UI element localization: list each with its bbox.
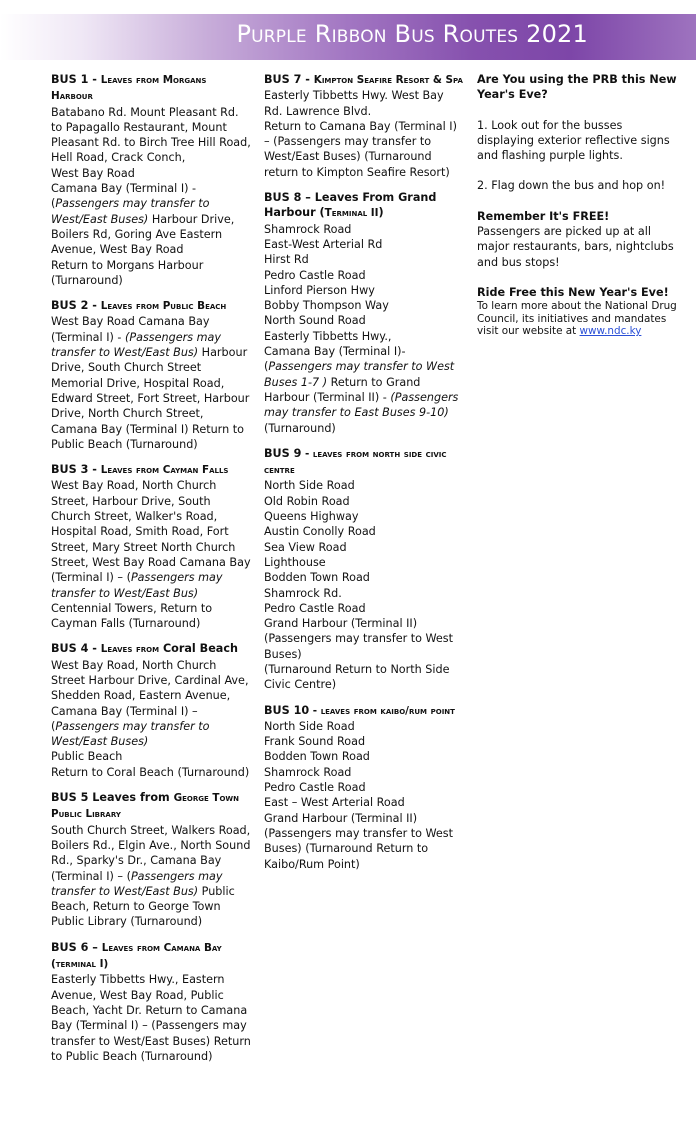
route-text: Camana Bay (Terminal I)-( bbox=[264, 345, 406, 374]
transfer-note: (Passengers may transfer to West/East Bus) bbox=[51, 330, 221, 360]
route-text: North Sound Road bbox=[264, 314, 366, 328]
route-stop-line bbox=[264, 478, 464, 493]
route-stop-line bbox=[264, 88, 464, 119]
route-stop-line bbox=[264, 780, 464, 795]
route-stop-line bbox=[264, 765, 464, 780]
info-column bbox=[477, 72, 677, 338]
route-title bbox=[264, 703, 464, 719]
route-text: Easterly Tibbetts Hwy. West Bay Rd. Lawrence Blvd. bbox=[264, 89, 444, 118]
route-title-prefix: BUS 10 bbox=[264, 703, 310, 717]
route-text: Linford Pierson Hwy bbox=[264, 283, 375, 297]
route-stop-line bbox=[264, 555, 464, 570]
route-text: West Bay Road, North Church Street, Harbour Drive, South Church Street, Walker's Road, Hospital Road, Smith Road, Fort Street, Mary Street North Church Street, West Bay Road Camana Bay (Terminal I) – ( bbox=[51, 479, 251, 585]
route-stop-line bbox=[264, 616, 464, 631]
route-text: (Passengers may transfer to West Buses) bbox=[264, 632, 454, 661]
route-text: Public Beach bbox=[51, 750, 123, 764]
route-title bbox=[51, 462, 251, 478]
route-stop-line bbox=[264, 631, 464, 662]
route-text: (Turnaround) bbox=[264, 421, 336, 435]
route-stop-line bbox=[264, 662, 464, 693]
route-text: Shamrock Road bbox=[264, 222, 352, 236]
route-title-prefix: BUS 6 – bbox=[51, 940, 102, 954]
route-text: Bodden Town Road bbox=[264, 750, 370, 764]
route-title-prefix: BUS 2 - bbox=[51, 299, 101, 313]
route-text: Return to Coral Beach (Turnaround) bbox=[51, 765, 250, 779]
route-stop-line bbox=[264, 329, 464, 344]
route-text: Grand Harbour (Terminal II) bbox=[264, 617, 418, 631]
route-stop-line bbox=[264, 826, 464, 872]
route-text: Return to Morgans Harbour (Turnaround) bbox=[51, 258, 204, 287]
route-stop-line bbox=[264, 749, 464, 764]
route-text: South Church Street, Walkers Road, Boilers Rd., Elgin Ave., North Sound Rd., Sparky's Dr., Camana Bay (Terminal I) – ( bbox=[51, 823, 251, 883]
route-stop-line bbox=[51, 972, 251, 1064]
route-bus1 bbox=[51, 72, 251, 288]
route-title-origin: - leaves from north side civic centre bbox=[264, 447, 447, 477]
route-text: Lighthouse bbox=[264, 555, 326, 569]
transfer-note: Passengers may transfer to West/East Buses) bbox=[51, 719, 210, 749]
route-text: Easterly Tibbetts Hwy., bbox=[264, 329, 392, 343]
route-stop-line bbox=[264, 344, 464, 436]
route-text: Austin Conolly Road bbox=[264, 525, 376, 539]
route-bus7 bbox=[264, 72, 464, 180]
route-stop-line bbox=[51, 258, 251, 289]
route-stop-line bbox=[264, 119, 464, 180]
route-title-origin: Leaves from Morgans Harbour bbox=[51, 74, 207, 103]
route-text: East – West Arterial Road bbox=[264, 796, 405, 810]
route-title-origin: Leaves from bbox=[100, 643, 160, 656]
route-title bbox=[264, 446, 464, 479]
route-text: North Side Road bbox=[264, 479, 355, 493]
route-title-prefix: BUS 4 - bbox=[51, 642, 101, 656]
route-stop-line bbox=[51, 749, 251, 764]
route-title-tail: Coral Beach bbox=[159, 642, 238, 656]
route-stop-line bbox=[51, 314, 251, 452]
routes-column-2 bbox=[264, 72, 464, 882]
route-title-prefix: BUS 9 bbox=[264, 446, 302, 460]
route-title bbox=[51, 72, 251, 105]
route-bus9 bbox=[264, 446, 464, 693]
ride-free-body: To learn more about the National Drug Council, its initiatives and mandates visit our website at bbox=[477, 300, 677, 338]
step-2-text: 2. Flag down the bus and hop on! bbox=[477, 179, 666, 193]
route-stop-line bbox=[264, 222, 464, 237]
route-text: Batabano Rd. Mount Pleasant Rd. to Papagallo Restaurant, Mount Pleasant Rd. to Birch Tree Hill Road, Hell Road, Crack Conch, bbox=[51, 105, 251, 165]
route-text: West Bay Road, North Church Street Harbour Drive, Cardinal Ave, Shedden Road, Eastern Avenue, Camana Bay (Terminal I) – ( bbox=[51, 658, 249, 733]
route-bus2 bbox=[51, 298, 251, 452]
page-title: Purple Ribbon Bus Routes 2021 bbox=[236, 20, 588, 48]
route-stop-line bbox=[264, 268, 464, 283]
route-text: Frank Sound Road bbox=[264, 735, 366, 749]
step-1-text: 1. Look out for the busses displaying exterior reflective signs and flashing purple lights. bbox=[477, 118, 670, 163]
route-text: Pedro Castle Road bbox=[264, 601, 366, 615]
route-title bbox=[51, 641, 251, 657]
route-text: West Bay Road bbox=[51, 166, 135, 180]
route-text: Public Beach, Return to George Town Public Library (Turnaround) bbox=[51, 884, 235, 929]
route-title bbox=[264, 72, 464, 88]
route-text: Grand Harbour (Terminal II) bbox=[264, 811, 418, 825]
route-stop-line bbox=[264, 811, 464, 826]
transfer-note: Passengers may transfer to West/East Bus) bbox=[51, 869, 223, 898]
transfer-note: Passengers may transfer to West Buses 1-7 ) bbox=[264, 360, 455, 389]
route-bus5 bbox=[51, 790, 251, 930]
route-text: (Passengers may transfer to West Buses) (Turnaround Return to Kaibo/Rum Point) bbox=[264, 826, 454, 871]
route-title-prefix: BUS 7 - bbox=[264, 73, 314, 86]
route-stop-line bbox=[264, 283, 464, 298]
route-text: Bobby Thompson Way bbox=[264, 299, 389, 313]
route-stop-line bbox=[51, 658, 251, 750]
route-title-prefix: BUS 3 - bbox=[51, 463, 101, 477]
route-text: Return to Camana Bay (Terminal I) – (Passengers may transfer to West/East Buses) (Turnaround return to Kimpton Seafire Resort) bbox=[264, 119, 457, 179]
route-stop-line bbox=[264, 570, 464, 585]
remember-body: Passengers are picked up at all major restaurants, bars, nightclubs and bus stops! bbox=[477, 225, 674, 269]
route-text: (Turnaround Return to North Side Civic Centre) bbox=[264, 662, 450, 692]
route-title-origin: Kimpton Seafire Resort & Spa bbox=[313, 74, 463, 86]
route-text: Easterly Tibbetts Hwy., Eastern Avenue, West Bay Road, Public Beach, Yacht Dr. Return to Camana Bay (Terminal I) – (Passengers may transfer to West/East Buses) Return to Public Beach (Turnaround) bbox=[51, 973, 251, 1063]
route-stop-line bbox=[264, 494, 464, 509]
route-stop-line bbox=[264, 540, 464, 555]
route-stop-line bbox=[264, 252, 464, 267]
route-stop-line bbox=[264, 237, 464, 252]
route-stop-line bbox=[264, 601, 464, 616]
route-text: Harbour Drive, South Church Street Memorial Drive, Hospital Road, Edward Street, Fort Street, Harbour Drive, North Church Street, Camana Bay (Terminal I) Return to Public Beach (Turnaround) bbox=[51, 346, 250, 451]
route-title-origin: - leaves from kaibo/rum point bbox=[309, 704, 455, 717]
route-title-origin: Leaves from Camana Bay (terminal I) bbox=[51, 941, 222, 971]
route-stop-line bbox=[51, 478, 251, 631]
route-stop-line bbox=[264, 734, 464, 749]
route-title-tail: ) bbox=[378, 206, 384, 220]
route-text: Hirst Rd bbox=[264, 253, 309, 267]
routes-column-1 bbox=[51, 72, 251, 1074]
route-title-origin: Leaves from Cayman Falls bbox=[100, 464, 229, 477]
route-title bbox=[51, 940, 251, 973]
route-bus3 bbox=[51, 462, 251, 631]
route-stop-line bbox=[264, 524, 464, 539]
route-title bbox=[51, 790, 251, 823]
transfer-note: Passengers may transfer to West/East Bus) bbox=[51, 571, 223, 600]
route-stop-line bbox=[264, 298, 464, 313]
route-stop-line bbox=[51, 166, 251, 181]
remember-title: Remember It's FREE! bbox=[477, 209, 610, 223]
route-title bbox=[264, 190, 464, 222]
route-bus10 bbox=[264, 703, 464, 872]
route-text: Old Robin Road bbox=[264, 494, 350, 508]
route-stop-line bbox=[51, 823, 251, 930]
ride-free-title: Ride Free this New Year's Eve! bbox=[477, 285, 669, 299]
route-title-prefix: BUS 5 Leaves from bbox=[51, 791, 174, 805]
transfer-note: (Passengers may transfer to East Buses 9-10) bbox=[264, 390, 459, 420]
route-stop-line bbox=[264, 509, 464, 524]
nye-question: Are You using the PRB this New Year's Eve? bbox=[477, 73, 677, 102]
route-title bbox=[51, 298, 251, 314]
route-title-prefix: BUS 8 – Leaves From Grand Harbour ( bbox=[264, 191, 437, 220]
route-text: Harbour Drive, Boilers Rd, Goring Ave Eastern Avenue, West Bay Road bbox=[51, 212, 235, 257]
route-stop-line bbox=[264, 586, 464, 601]
route-text: Sea View Road bbox=[264, 540, 347, 554]
route-text: Camana Bay (Terminal I) - ( bbox=[51, 182, 197, 211]
header-banner bbox=[0, 14, 696, 60]
route-stop-line bbox=[51, 105, 251, 166]
transfer-note: Passengers may transfer to West/East Buses) bbox=[51, 197, 210, 226]
route-text: Return to Grand Harbour (Terminal II) - bbox=[264, 375, 421, 404]
route-text: Queens Highway bbox=[264, 510, 359, 524]
route-stop-line bbox=[51, 181, 251, 257]
route-text: East-West Arterial Rd bbox=[264, 237, 383, 251]
route-text: North Side Road bbox=[264, 719, 355, 733]
route-title-origin: Leaves from Public Beach bbox=[100, 300, 227, 313]
route-title-origin: George Town Public Library bbox=[51, 792, 239, 821]
route-bus6 bbox=[51, 940, 251, 1064]
route-title-prefix: BUS 1 - bbox=[51, 73, 101, 86]
route-text: Shamrock Rd. bbox=[264, 586, 342, 600]
route-text: Bodden Town Road bbox=[264, 571, 370, 585]
route-title-origin: Terminal II bbox=[324, 207, 379, 220]
route-bus4 bbox=[51, 641, 251, 780]
route-text: Pedro Castle Road bbox=[264, 781, 366, 795]
route-text: Pedro Castle Road bbox=[264, 268, 366, 282]
route-text: Centennial Towers, Return to Cayman Falls (Turnaround) bbox=[51, 601, 213, 631]
route-text: Shamrock Road bbox=[264, 765, 352, 779]
route-bus8 bbox=[264, 190, 464, 436]
route-text: West Bay Road Camana Bay (Terminal I) - bbox=[51, 315, 210, 344]
route-stop-line bbox=[264, 795, 464, 810]
route-stop-line bbox=[264, 313, 464, 328]
route-stop-line bbox=[51, 765, 251, 780]
route-stop-line bbox=[264, 719, 464, 734]
ndc-website-link[interactable]: www.ndc.ky bbox=[579, 325, 642, 338]
